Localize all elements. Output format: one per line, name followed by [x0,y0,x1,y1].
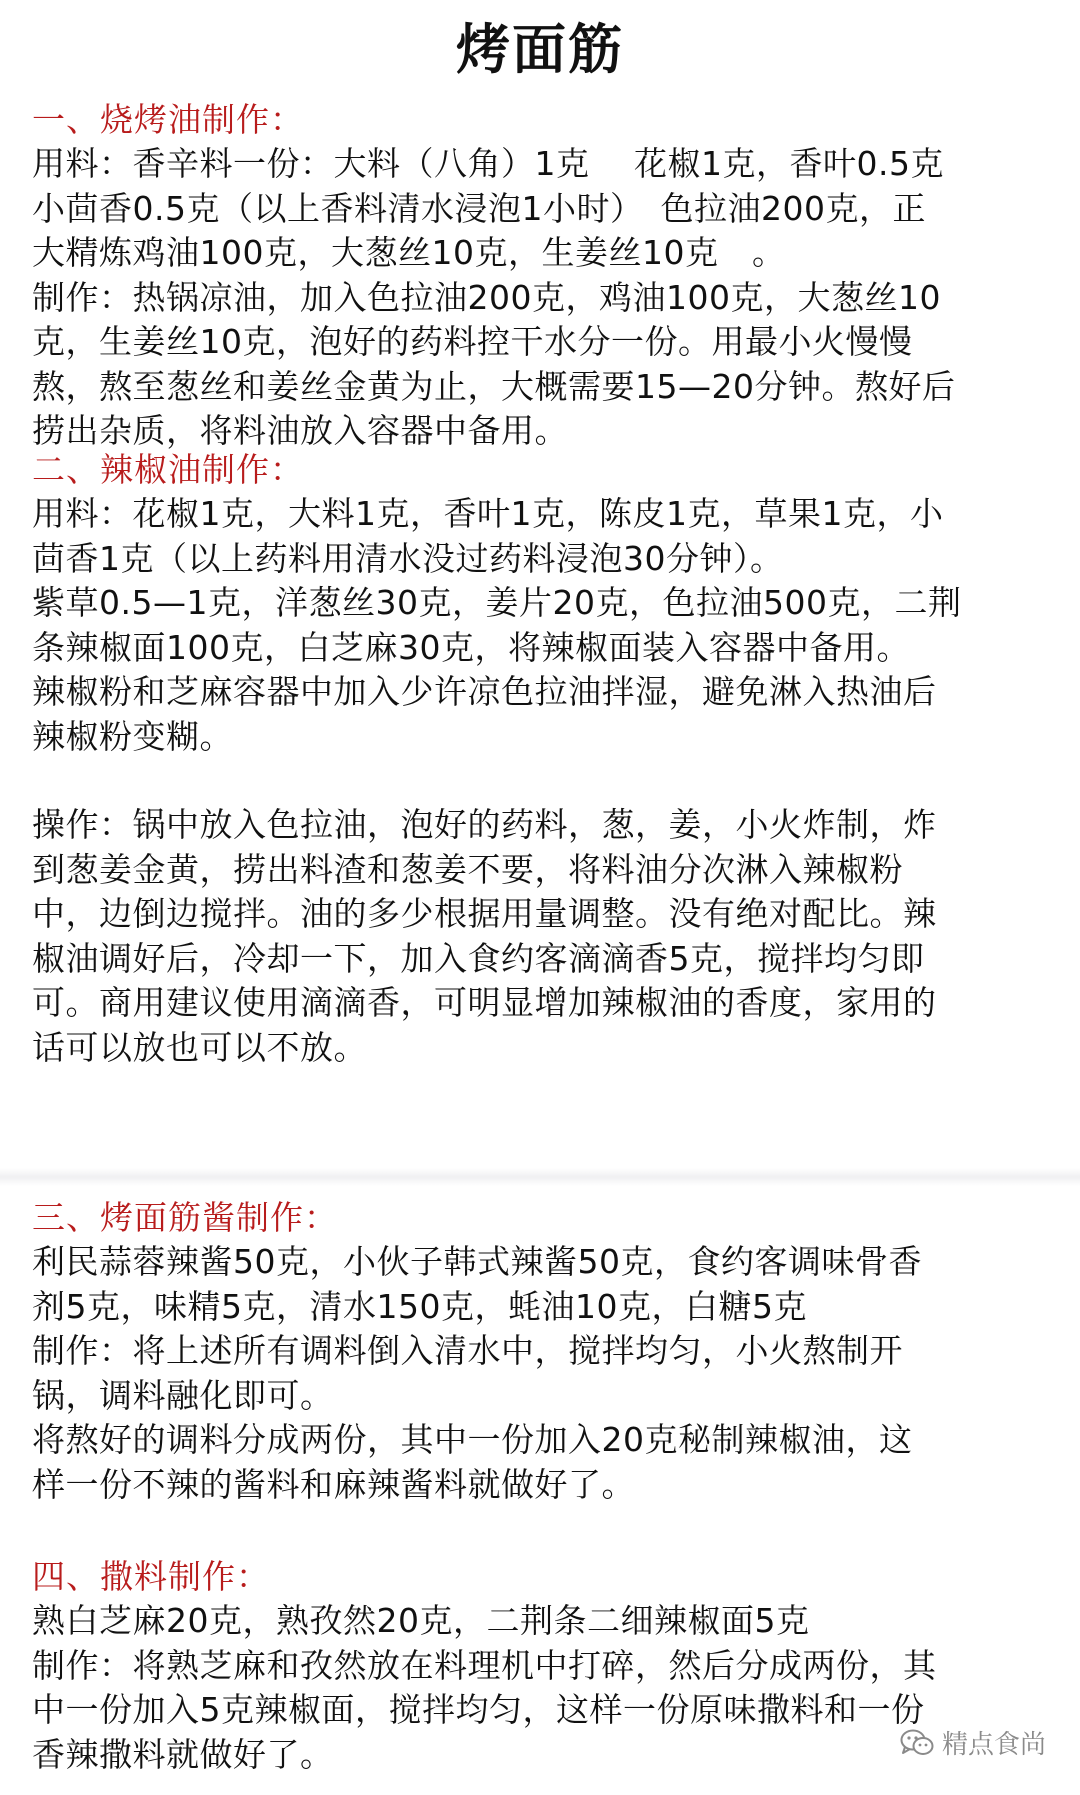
text-line: 辣椒粉和芝麻容器中加入少许凉色拉油拌湿，避免淋入热油后 [32,672,937,711]
page-title: 烤面筋 [456,18,624,81]
text-line: 话可以放也可以不放。 [32,1027,367,1067]
text-line: 香辣撒料就做好了。 [32,1734,334,1774]
text-line: 紫草0.5—1克，洋葱丝30克，姜片20克，色拉油500克，二荆 [32,583,962,622]
text-line: 制作：将熟芝麻和孜然放在料理机中打碎，然后分成两份，其 [32,1645,937,1685]
section-divider [0,1168,1080,1186]
text-line: 锅，调料融化即可。 [32,1375,334,1415]
text-line: 中，边倒边搅拌。油的多少根据用量调整。没有绝对配比。辣 [32,894,937,933]
text-line: 操作：锅中放入色拉油，泡好的药料，葱，姜，小火炸制，炸 [32,805,937,844]
section-barbecue-oil [32,98,1052,454]
wechat-icon [900,1729,934,1757]
section-chili-oil [32,448,1052,1070]
section-heading: 四、撒料制作： [32,1557,270,1596]
text-line: 中一份加入5克辣椒面，搅拌均匀，这样一份原味撒料和一份 [32,1690,925,1729]
text-line: 茴香1克（以上药料用清水没过药料浸泡30分钟）。 [32,538,784,578]
text-line: 熬，熬至葱丝和姜丝金黄为止，大概需要15—20分钟。熬好后 [32,366,956,406]
text-line: 到葱姜金黄，捞出料渣和葱姜不要，将料油分次淋入辣椒粉 [32,849,903,889]
watermark [900,1724,1046,1761]
text-line: 椒油调好后，冷却一下，加入食约客滴滴香5克，搅拌均匀即 [32,938,925,978]
section-heading: 三、烤面筋酱制作： [32,1198,338,1237]
text-line: 小茴香0.5克（以上香料清水浸泡1小时） 色拉油200克，正 [32,188,926,228]
section-heading: 一、烧烤油制作： [32,100,304,139]
text-line: 克，生姜丝10克，泡好的药料控干水分一份。用最小火慢慢 [32,322,913,361]
text-line: 辣椒粉变糊。 [32,716,233,756]
section-gluten-sauce [32,1196,1052,1507]
text-line: 利民蒜蓉辣酱50克，小伙子韩式辣酱50克，食约客调味骨香 [32,1242,922,1281]
text-line: 条辣椒面100克，白芝麻30克，将辣椒面装入容器中备用。 [32,627,910,667]
text-line: 用料：花椒1克，大料1克，香叶1克，陈皮1克，草果1克，小 [32,494,944,533]
text-line: 可。商用建议使用滴滴香，可明显增加辣椒油的香度，家用的 [32,983,937,1022]
section-heading: 二、辣椒油制作： [32,450,304,489]
text-line: 将熬好的调料分成两份，其中一份加入20克秘制辣椒油，这 [32,1420,913,1459]
text-line: 捞出杂质，将料油放入容器中备用。 [32,411,568,450]
text-line: 制作：热锅凉油，加入色拉油200克，鸡油100克，大葱丝10 [32,277,941,317]
text-line: 样一份不辣的酱料和麻辣酱料就做好了。 [32,1464,635,1504]
text-line: 用料：香辛料一份：大料（八角）1克 花椒1克，香叶0.5克 [32,144,944,183]
text-line: 制作：将上述所有调料倒入清水中，搅拌均匀，小火熬制开 [32,1331,903,1370]
text-line: 剂5克，味精5克，清水150克，蚝油10克，白糖5克 [32,1286,807,1326]
watermark-text: 精点食尚 [941,1730,1046,1760]
paragraph-gap [32,759,1052,803]
text-line: 大精炼鸡油100克，大葱丝10克，生姜丝10克 。 [32,233,786,272]
text-line: 熟白芝麻20克，熟孜然20克，二荆条二细辣椒面5克 [32,1601,810,1640]
